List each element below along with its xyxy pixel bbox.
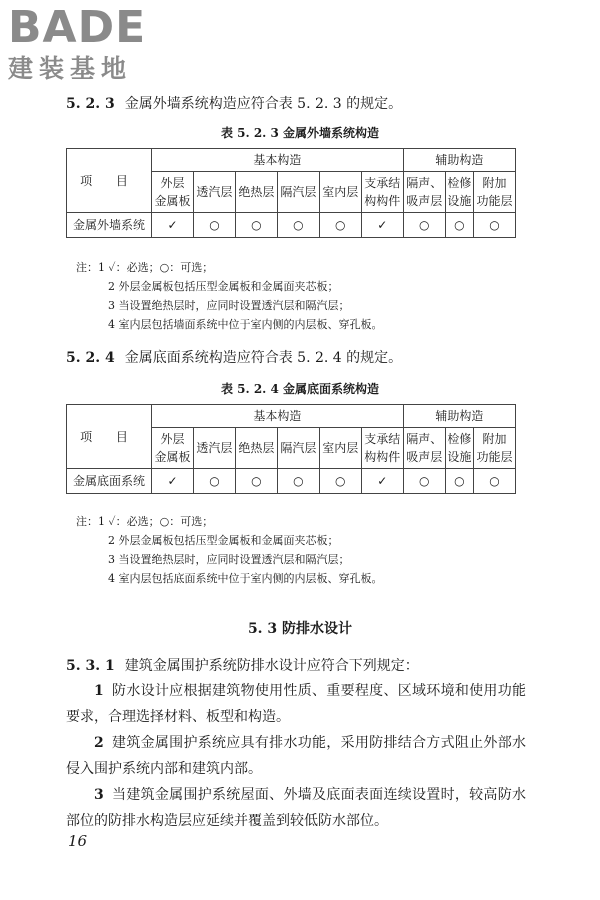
note: 2 外层金属板包括压型金属板和金属面夹芯板； xyxy=(108,534,339,547)
item-text: 建筑金属围护系统应具有排水功能，采用防排结合方式阻止外部水侵入围护系统内部和建筑内部。 xyxy=(66,735,526,777)
table-cell: ○ xyxy=(403,469,445,494)
col-header: 透汽层 xyxy=(193,428,235,469)
row-label: 金属底面系统 xyxy=(67,469,152,494)
row-label: 金属外墙系统 xyxy=(67,213,152,238)
group-aux-header: 辅助构造 xyxy=(403,149,515,172)
table-cell: ✓ xyxy=(152,469,194,494)
list-item xyxy=(66,730,526,782)
logo-mark: BADE xyxy=(8,2,147,53)
col-header: 附加 功能层 xyxy=(474,172,516,213)
table-cell: ○ xyxy=(277,213,319,238)
table-cell: ✓ xyxy=(361,469,403,494)
list-item xyxy=(66,678,526,730)
table-cell: ○ xyxy=(193,469,235,494)
table-cell: ○ xyxy=(319,213,361,238)
col-header: 外层 金属板 xyxy=(152,172,194,213)
clause-5-2-3 xyxy=(66,94,402,114)
table-caption-5-2-3: 表 5. 2. 3 金属外墙系统构造 xyxy=(220,126,380,140)
page-number: 16 xyxy=(68,832,88,850)
col-header: 室内层 xyxy=(319,172,361,213)
table-cell: ○ xyxy=(474,469,516,494)
col-header: 支承结 构构件 xyxy=(361,428,403,469)
table-cell: ○ xyxy=(235,469,277,494)
item-text: 当建筑金属围护系统屋面、外墙及底面表面连续设置时，较高防水部位的防排水构造层应延续并覆盖到较低防水部位。 xyxy=(66,787,526,829)
clause-text: 金属底面系统构造应符合表 5. 2. 4 的规定。 xyxy=(124,350,403,366)
clause-number: 5. 2. 4 xyxy=(66,350,115,366)
item-number: 3 xyxy=(94,787,104,803)
col-header: 外层 金属板 xyxy=(152,428,194,469)
item-text: 防水设计应根据建筑物使用性质、重要程度、区域环境和使用功能要求，合理选择材料、板型和构造。 xyxy=(66,683,526,725)
note: 2 外层金属板包括压型金属板和金属面夹芯板； xyxy=(108,280,339,293)
group-aux-header: 辅助构造 xyxy=(403,405,515,428)
col-header: 支承结 构构件 xyxy=(361,172,403,213)
item-header: 项 目 xyxy=(67,405,152,469)
col-header: 检修 设施 xyxy=(445,428,473,469)
clause-number: 5. 3. 1 xyxy=(66,658,115,674)
table-cell: ✓ xyxy=(361,213,403,238)
table-5-2-4 xyxy=(66,404,516,494)
table-caption-5-2-4: 表 5. 2. 4 金属底面系统构造 xyxy=(220,382,380,396)
logo xyxy=(8,2,183,84)
table-cell: ○ xyxy=(193,213,235,238)
logo-subtitle: 建装基地 xyxy=(8,54,133,83)
table-cell: ○ xyxy=(319,469,361,494)
note: 4 室内层包括底面系统中位于室内侧的内层板、穿孔板。 xyxy=(108,572,383,585)
note: 3 当设置绝热层时，应同时设置透汽层和隔汽层； xyxy=(108,553,350,566)
col-header: 隔汽层 xyxy=(277,428,319,469)
list-item xyxy=(66,782,526,834)
col-header: 隔汽层 xyxy=(277,172,319,213)
table-cell: ○ xyxy=(235,213,277,238)
table-cell: ✓ xyxy=(152,213,194,238)
table-cell: ○ xyxy=(277,469,319,494)
clause-5-3-1 xyxy=(66,656,419,676)
item-header: 项 目 xyxy=(67,149,152,213)
table-cell: ○ xyxy=(403,213,445,238)
col-header: 检修 设施 xyxy=(445,172,473,213)
note: 3 当设置绝热层时，应同时设置透汽层和隔汽层； xyxy=(108,299,350,312)
section-title: 5. 3 防排水设计 xyxy=(247,621,353,637)
table-notes-5-2-3 xyxy=(76,258,383,334)
note: 注：1 ✓：必选；○：可选； xyxy=(76,515,214,528)
group-basic-header: 基本构造 xyxy=(152,405,404,428)
col-header: 隔声、 吸声层 xyxy=(403,428,445,469)
table-5-2-3 xyxy=(66,148,516,238)
item-number: 2 xyxy=(94,735,104,751)
table-notes-5-2-4 xyxy=(76,512,383,588)
group-basic-header: 基本构造 xyxy=(152,149,404,172)
col-header: 室内层 xyxy=(319,428,361,469)
col-header: 绝热层 xyxy=(235,428,277,469)
table-cell: ○ xyxy=(474,213,516,238)
note: 注：1 ✓：必选；○：可选； xyxy=(76,261,214,274)
table-cell: ○ xyxy=(445,469,473,494)
table-cell: ○ xyxy=(445,213,473,238)
col-header: 隔声、 吸声层 xyxy=(403,172,445,213)
clause-5-2-4 xyxy=(66,348,402,368)
clause-text: 金属外墙系统构造应符合表 5. 2. 3 的规定。 xyxy=(124,96,403,112)
col-header: 附加 功能层 xyxy=(474,428,516,469)
clause-number: 5. 2. 3 xyxy=(66,96,115,112)
col-header: 绝热层 xyxy=(235,172,277,213)
item-number: 1 xyxy=(94,683,104,699)
note: 4 室内层包括墙面系统中位于室内侧的内层板、穿孔板。 xyxy=(108,318,383,331)
col-header: 透汽层 xyxy=(193,172,235,213)
clause-text: 建筑金属围护系统防排水设计应符合下列规定： xyxy=(124,658,419,674)
